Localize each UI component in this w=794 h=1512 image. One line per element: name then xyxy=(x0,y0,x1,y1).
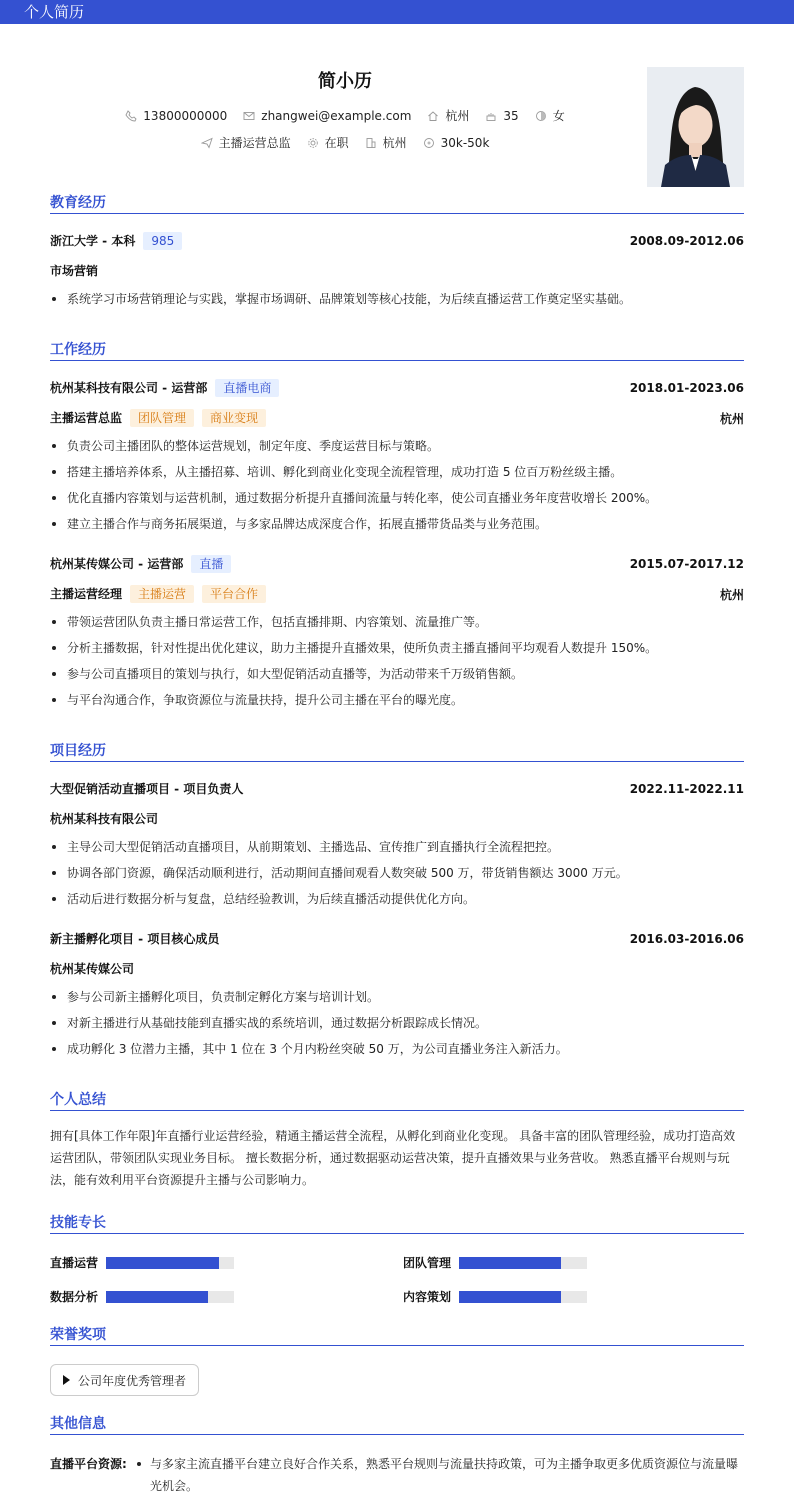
other-info-row xyxy=(50,1453,744,1497)
work-role-row xyxy=(50,585,744,603)
project-org: 杭州某科技有限公司 xyxy=(50,812,159,826)
skill-name: 团队管理 xyxy=(403,1256,452,1270)
school-tag: 985 xyxy=(143,232,182,250)
work-bullets xyxy=(50,436,744,540)
company-tag: 直播电商 xyxy=(215,379,279,397)
list-item: 协调各部门资源，确保活动顺利进行，活动期间直播间观看人数突破 500 万，带货销售额达 3000 万元。 xyxy=(50,863,744,889)
coin-icon xyxy=(423,137,435,149)
project-org: 杭州某传媒公司 xyxy=(50,962,135,976)
gender-value: 女 xyxy=(552,109,565,123)
other-value: 与多家主流直播平台建立良好合作关系，熟悉平台规则与流量扶持政策，可为主播争取更多优质资源位与流量曝光机会。 xyxy=(132,1453,744,1497)
role-tag: 商业变现 xyxy=(202,409,266,427)
job-intent-row xyxy=(0,134,690,151)
project-period: 2016.03-2016.06 xyxy=(629,931,744,946)
page-header-title: 个人简历 xyxy=(24,3,85,21)
project-name: 新主播孵化项目 - 项目核心成员 xyxy=(50,932,220,946)
role-tag: 平台合作 xyxy=(202,585,266,603)
skill-name: 内容策划 xyxy=(403,1290,452,1304)
phone-item xyxy=(125,109,227,123)
education-title: 教育经历 xyxy=(50,192,744,214)
list-item: 主导公司大型促销活动直播项目，从前期策划、主播选品、宣传推广到直播执行全流程把控。 xyxy=(50,837,744,863)
other-section xyxy=(50,1413,744,1512)
profile-photo xyxy=(647,67,744,187)
other-label: 直播平台资源: xyxy=(50,1457,127,1471)
company-name: 杭州某科技有限公司 - 运营部 xyxy=(50,381,208,395)
project-header-row xyxy=(50,780,744,797)
city-item xyxy=(427,107,469,124)
caret-right-icon xyxy=(63,1375,70,1385)
skill-name: 数据分析 xyxy=(50,1290,99,1304)
target-city-item xyxy=(365,134,407,151)
list-item: 负责公司主播团队的整体运营规划，制定年度、季度运营目标与策略。 xyxy=(50,436,744,462)
job-title-value: 主播运营总监 xyxy=(218,136,291,150)
gear-icon xyxy=(307,137,319,149)
work-title: 工作经历 xyxy=(50,339,744,361)
skill-bar xyxy=(459,1291,587,1303)
role-name: 主播运营经理 xyxy=(50,587,123,601)
project-bullets xyxy=(50,987,744,1065)
project-period: 2022.11-2022.11 xyxy=(629,781,744,796)
phone-icon xyxy=(125,110,137,122)
role-name: 主播运营总监 xyxy=(50,411,123,425)
work-header-row xyxy=(50,555,744,573)
contact-row xyxy=(0,107,690,124)
skill-item xyxy=(403,1254,587,1271)
home-icon xyxy=(427,110,439,122)
project-title: 项目经历 xyxy=(50,740,744,762)
gender-item xyxy=(535,107,565,124)
age-item xyxy=(485,109,518,123)
send-icon xyxy=(201,137,213,149)
summary-title: 个人总结 xyxy=(50,1089,744,1111)
education-bullets xyxy=(50,289,744,315)
role-tag: 主播运营 xyxy=(130,585,194,603)
work-location: 杭州 xyxy=(719,411,744,426)
project-header-row xyxy=(50,930,744,947)
list-item: 分析主播数据，针对性提出优化建议，助力主播提升直播效果，使所负责主播直播间平均观看人数提升 150%。 xyxy=(50,638,744,664)
skill-name: 直播运营 xyxy=(50,1256,99,1270)
work-header-row xyxy=(50,379,744,397)
profile-header xyxy=(0,24,794,192)
honor-label: 公司年度优秀管理者 xyxy=(78,1373,187,1388)
status-item xyxy=(307,134,349,151)
education-major: 市场营销 xyxy=(50,264,99,278)
education-header-row xyxy=(50,232,744,250)
education-period: 2008.09-2012.06 xyxy=(629,234,744,248)
salary-item xyxy=(423,136,490,150)
skill-item xyxy=(403,1288,587,1305)
phone-value: 13800000000 xyxy=(143,108,228,123)
other-title: 其他信息 xyxy=(50,1413,744,1435)
age-value: 35 xyxy=(503,108,519,123)
company-name: 杭州某传媒公司 - 运营部 xyxy=(50,557,184,571)
work-period: 2018.01-2023.06 xyxy=(629,381,744,395)
project-bullets xyxy=(50,837,744,915)
skill-bar xyxy=(459,1257,587,1269)
mail-icon xyxy=(243,110,255,122)
list-item: 搭建主播培养体系，从主播招募、培训、孵化到商业化变现全流程管理，成功打造 5 位百万粉丝级主播。 xyxy=(50,462,744,488)
list-item: 活动后进行数据分析与复盘，总结经验教训，为后续直播活动提供优化方向。 xyxy=(50,889,744,915)
work-period: 2015.07-2017.12 xyxy=(629,557,744,571)
skill-item xyxy=(50,1254,234,1271)
list-item: 对新主播进行从基础技能到直播实战的系统培训，通过数据分析跟踪成长情况。 xyxy=(50,1013,744,1039)
honors-section xyxy=(50,1324,744,1404)
role-tag: 团队管理 xyxy=(130,409,194,427)
candidate-name: 简小历 xyxy=(318,71,372,92)
skills-section xyxy=(50,1212,744,1312)
work-section xyxy=(50,339,744,729)
project-name: 大型促销活动直播项目 - 项目负责人 xyxy=(50,782,244,796)
company-tag: 直播 xyxy=(191,555,231,573)
honor-item[interactable] xyxy=(50,1364,199,1396)
list-item: 与平台沟通合作，争取资源位与流量扶持，提升公司主播在平台的曝光度。 xyxy=(50,690,744,716)
summary-section xyxy=(50,1089,744,1199)
work-role-row xyxy=(50,409,744,427)
list-item: 成功孵化 3 位潜力主播，其中 1 位在 3 个月内粉丝突破 50 万，为公司直播业务注入新活力。 xyxy=(50,1039,744,1065)
job-title-item xyxy=(201,134,291,151)
city-value: 杭州 xyxy=(445,109,470,123)
skill-bar xyxy=(106,1291,234,1303)
list-item: 参与公司新主播孵化项目，负责制定孵化方案与培训计划。 xyxy=(50,987,744,1013)
education-section xyxy=(50,192,744,322)
school-name: 浙江大学 - 本科 xyxy=(50,234,136,248)
email-value: zhangwei@example.com xyxy=(261,108,412,123)
skill-item xyxy=(50,1288,234,1305)
status-value: 在职 xyxy=(324,136,349,150)
page-header-bar xyxy=(0,0,794,24)
work-location: 杭州 xyxy=(719,587,744,602)
list-item: 优化直播内容策划与运营机制，通过数据分析提升直播间流量与转化率，使公司直播业务年度营收增长 200%。 xyxy=(50,488,744,514)
honors-title: 荣誉奖项 xyxy=(50,1324,744,1346)
summary-text: 拥有[具体工作年限]年直播行业运营经验，精通主播运营全流程，从孵化到商业化变现。 具备丰富的团队管理经验，成功打造高效运营团队，带领团队实现业务目标。 擅长数据分析，通过数据驱动运营决策，提升直播效果与业务营收。 熟悉直播平台规则与玩法，能有效利用平台资源提升主播与公司影响力。 xyxy=(50,1129,736,1187)
project-section xyxy=(50,740,744,1070)
list-item: 带领运营团队负责主播日常运营工作，包括直播排期、内容策划、流量推广等。 xyxy=(50,612,744,638)
target-city-value: 杭州 xyxy=(382,136,407,150)
list-item: 建立主播合作与商务拓展渠道，与多家品牌达成深度合作，拓展直播带货品类与业务范围。 xyxy=(50,514,744,540)
building-icon xyxy=(365,137,377,149)
cake-icon xyxy=(485,110,497,122)
skills-title: 技能专长 xyxy=(50,1212,744,1234)
skill-bar xyxy=(106,1257,234,1269)
work-bullets xyxy=(50,612,744,716)
salary-value: 30k-50k xyxy=(440,135,490,150)
gender-icon xyxy=(535,110,547,122)
list-item: 系统学习市场营销理论与实践，掌握市场调研、品牌策划等核心技能，为后续直播运营工作奠定坚实基础。 xyxy=(50,289,744,315)
list-item: 参与公司直播项目的策划与执行，如大型促销活动直播等，为活动带来千万级销售额。 xyxy=(50,664,744,690)
email-item xyxy=(243,109,411,123)
